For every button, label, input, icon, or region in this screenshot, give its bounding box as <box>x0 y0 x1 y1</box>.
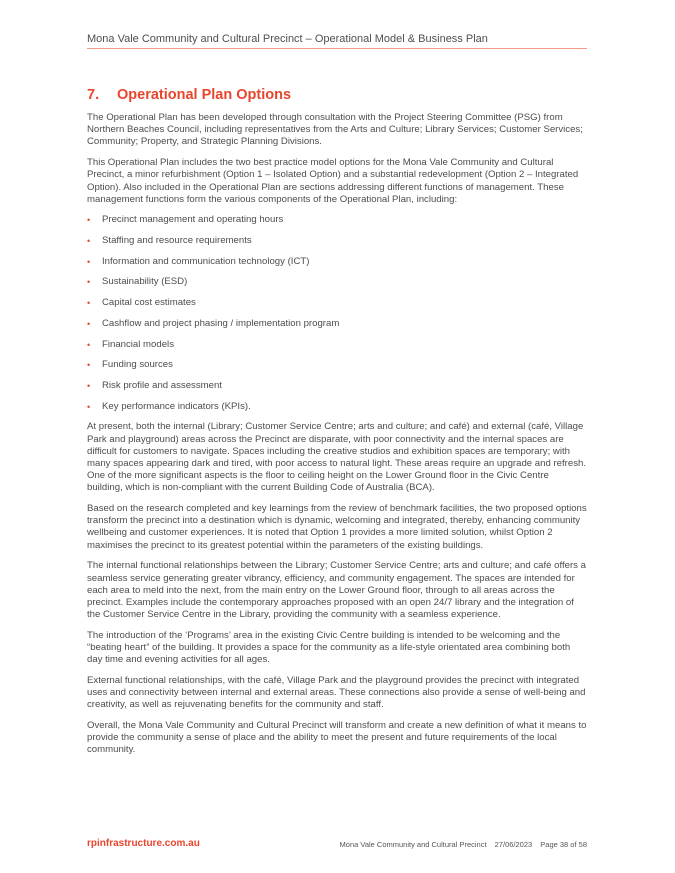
list-item <box>87 401 587 413</box>
paragraph: At present, both the internal (Library; Customer Service Centre; arts and culture; and café) and external (café, Village Park and playground) areas across the Precinct are disparate, with poor connectivity and the internal spaces are difficult for customers to navigate. Spaces including the creative studios and exhibition spaces are temporary; with many spaces appearing dark and tired, with poor access to natural light. These areas require an upgrade and refresh. One of the more significant aspects is the floor to ceiling height on the Lower Ground floor in the Civic Centre building, which is non-compliant with the current Building Code of Australia (BCA). <box>87 421 586 494</box>
bullet-icon: • <box>87 380 91 391</box>
footer-document-name: Mona Vale Community and Cultural Precinct <box>339 840 487 849</box>
bullet-icon: • <box>87 236 91 247</box>
footer-info <box>334 840 587 849</box>
bullet-icon: • <box>87 298 91 309</box>
list-item-text: Funding sources <box>102 359 173 371</box>
list-item <box>87 214 587 226</box>
list-item <box>87 297 587 309</box>
list-item-text: Information and communication technology (ICT) <box>102 255 310 267</box>
paragraph: This Operational Plan includes the two best practice model options for the Mona Vale Community and Cultural Precinct, a minor refurbishment (Option 1 – Isolated Option) and a substantial redevelopment (Option 2 – Integrated Option). Also included in the Operational Plan are sections addressing different functions of management. These management functions form the various components of the Operational Plan, including: <box>87 157 579 205</box>
list-item <box>87 276 587 288</box>
bullet-icon: • <box>87 401 91 412</box>
page-content <box>87 86 587 765</box>
paragraph: The Operational Plan has been developed through consultation with the Project Steering Committee (PSG) from Northern Beaches Council, including representatives from the Arts and Culture; Library Services; Customer Services; Community; Property, and Strategic Planning Divisions. <box>87 112 583 148</box>
footer-page-number: Page 38 of 58 <box>540 840 587 849</box>
bullet-icon: • <box>87 339 91 350</box>
components-list <box>87 214 587 412</box>
paragraph: Overall, the Mona Vale Community and Cultural Precinct will transform and create a new definition of what it means to provide the community a sense of place and the ability to meet the present and future requirements of the local community. <box>87 720 587 756</box>
bullet-icon: • <box>87 215 91 226</box>
bullet-icon: • <box>87 318 91 329</box>
paragraph: External functional relationships, with the café, Village Park and the playground provides the precinct with integrated uses and connectivity between internal and external areas. These connections also provide a sense of well-being and creativity, as well as rejuvenating benefits for the community and staff. <box>87 674 586 711</box>
list-item-text: Cashflow and project phasing / implementation program <box>102 317 340 329</box>
list-item-text: Capital cost estimates <box>102 297 196 309</box>
page-footer <box>87 838 587 852</box>
list-item <box>87 339 587 351</box>
list-item-text: Key performance indicators (KPIs). <box>102 400 251 412</box>
section-heading <box>87 86 587 104</box>
page-header <box>87 32 587 46</box>
paragraph: The introduction of the ‘Programs’ area in the existing Civic Centre building is intended to be welcoming and the “beating heart” of the building. It provides a space for the community as a life-style orientated area combining both day time and evening activities for all ages. <box>87 629 571 666</box>
footer-date: 27/06/2023 <box>494 840 533 849</box>
paragraph: The internal functional relationships between the Library; Customer Service Centre; arts and culture; and café offers a seamless service generating greater vibrancy, efficiency, and community engagement. The spaces are intended for each area to meld into the next, from the main entry on the Lower Ground floor, through to all areas across the precinct. Examples include the contemporary approaches proposed with an open 24/7 library and the integration of the Customer Service Centre in the Library, providing the community with a seamless experience. <box>87 560 586 621</box>
list-item <box>87 359 587 371</box>
header-divider <box>87 48 587 49</box>
bullet-icon: • <box>87 256 91 267</box>
bullet-icon: • <box>87 360 91 371</box>
list-item-text: Risk profile and assessment <box>102 379 222 391</box>
bullet-icon: • <box>87 277 91 288</box>
list-item <box>87 318 587 330</box>
header-title: Mona Vale Community and Cultural Precinct – Operational Model & Business Plan <box>87 33 488 45</box>
website-link[interactable]: rpinfrastructure.com.au <box>87 838 200 849</box>
paragraph: Based on the research completed and key learnings from the review of benchmark facilities, the two proposed options transform the precinct into a destination which is dynamic, welcoming and integrated, thereby, enhancing community wellbeing and customer experiences. It is noted that Option 1 provides a more limited solution, whilst Option 2 maximises the precinct to its greatest potential within the parameters of the existing buildings. <box>87 503 587 551</box>
list-item <box>87 380 587 392</box>
section-title: Operational Plan Options <box>117 87 292 103</box>
list-item-text: Financial models <box>102 338 174 350</box>
list-item <box>87 235 587 247</box>
list-item-text: Sustainability (ESD) <box>102 276 188 288</box>
section-number: 7. <box>87 87 100 103</box>
list-item <box>87 256 587 268</box>
list-item-text: Staffing and resource requirements <box>102 235 252 247</box>
list-item-text: Precinct management and operating hours <box>102 214 284 226</box>
